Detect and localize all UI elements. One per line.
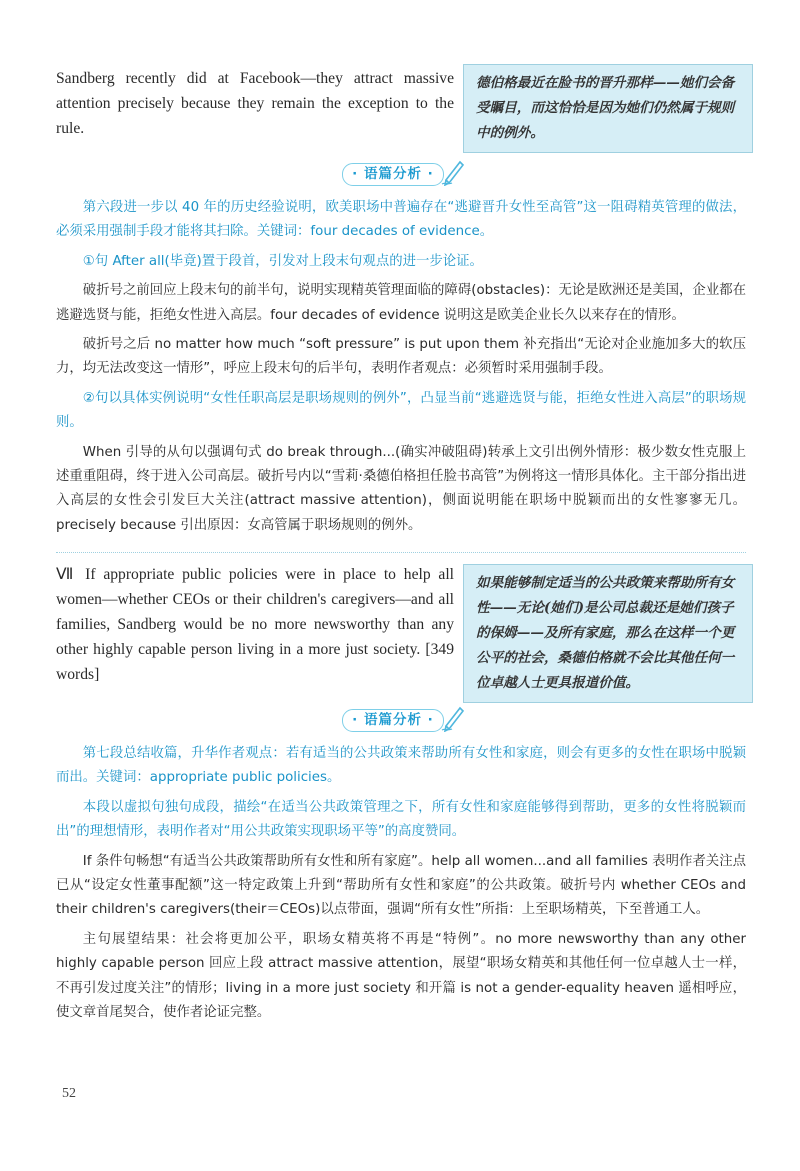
analysis-badge-7 (342, 706, 460, 734)
pen-icon (440, 156, 466, 186)
translation-box-6 (463, 64, 753, 153)
analysis-paragraph: 第六段进一步以 40 年的历史经验说明，欧美职场中普遍存在“逃避晋升女性至高管”这一阻碍精英管理的做法，必须采用强制手段才能将其扫除。关键词：four decades of evidence。 (56, 200, 746, 240)
english-text: Sandberg recently did at Facebook—they attract massive attention precisely because they remain the exception to the rule. (56, 70, 454, 137)
analysis-section-6 (56, 196, 746, 543)
english-text (56, 562, 454, 687)
badge-label: · 语篇分析 · (342, 163, 444, 186)
english-passage-6 (56, 66, 454, 141)
translation-text: 德伯格最近在脸书的晋升那样——她们会备受瞩目，而这恰恰是因为她们仍然属于规则中的例外。 (476, 75, 735, 141)
pen-icon (440, 702, 466, 732)
analysis-paragraph: ②句以具体实例说明“女性任职高层是职场规则的例外”，凸显当前“逃避选贤与能，拒绝女性进入高层”的职场规则。 (56, 390, 746, 431)
analysis-paragraph: If 条件句畅想“有适当公共政策帮助所有女性和所有家庭”。help all women...and all families 表明作者关注点已从“设定女性董事配额”这一特定政策上升到“帮助所有女性和家庭”的公共政策。破折号内 whether CEOs and their children's caregivers(their＝CEOs)以点带面，强调“所有女性”所指：上至职场精英，下至普通工人。 (56, 853, 746, 918)
analysis-paragraph: 主句展望结果：社会将更加公平，职场女精英将不再是“特例”。no more newsworthy than any other highly capable person 回应上段 attract massive attention，展望“职场女精英和其他任何一位卓越人士一样，不再引发过度关注”的情形；living in a more just society 和开篇 is not a gender-equality heaven 遥相呼应，使文章首尾契合，使作者论证完整。 (56, 931, 746, 1021)
english-passage-7 (56, 562, 454, 687)
translation-box-7 (463, 564, 753, 703)
analysis-paragraph: 破折号之前回应上段末句的前半句，说明实现精英管理面临的障碍(obstacles)：无论是欧洲还是美国，企业都在逃避选贤与能，拒绝女性进入高层。four decades of evidence 说明这是欧美企业长久以来存在的情形。 (56, 283, 746, 323)
analysis-paragraph: 第七段总结收篇，升华作者观点：若有适当的公共政策来帮助所有女性和家庭，则会有更多的女性在职场中脱颖而出。关键词：appropriate public policies。 (56, 746, 746, 786)
word-count: [349 words] (56, 641, 454, 683)
analysis-paragraph: ①句 After all(毕竟)置于段首，引发对上段末句观点的进一步论证。 (82, 253, 483, 269)
badge-label: · 语篇分析 · (342, 709, 444, 732)
english-sentence: If appropriate public policies were in place to help all women—whether CEOs or their children's caregivers—and all families, Sandberg would be no more newsworthy than any other highly capable person living in a more just society. (56, 566, 454, 658)
paragraph-numeral: Ⅶ (56, 566, 78, 583)
analysis-paragraph: 破折号之后 no matter how much “soft pressure” is put upon them 补充指出“无论对企业施加多大的软压力，均无法改变这一情形”，呼应上段末句的后半句，表明作者观点：必须暂时采用强制手段。 (56, 337, 746, 377)
analysis-paragraph: 本段以虚拟句独句成段，描绘“在适当公共政策管理之下，所有女性和家庭能够得到帮助，更多的女性将脱颖而出”的理想情形，表明作者对“用公共政策实现职场平等”的高度赞同。 (56, 799, 746, 840)
analysis-badge-6 (342, 160, 460, 188)
page-number: 52 (62, 1086, 76, 1101)
translation-text: 如果能够制定适当的公共政策来帮助所有女性——无论(她们)是公司总裁还是她们孩子的保姆——及所有家庭，那么在这样一个更公平的社会，桑德伯格就不会比其他任何一位卓越人士更具报道价值。 (476, 575, 735, 691)
analysis-paragraph: When 引导的从句以强调句式 do break through...(确实冲破阻碍)转承上文引出例外情形：极少数女性克服上述重重阻碍，终于进入公司高层。破折号内以“雪莉·桑德伯格担任脸书高管”为例将这一情形具体化。主干部分指出进入高层的女性会引发巨大关注(attract massive attention)，侧面说明能在职场中脱颖而出的女性寥寥无几。precisely because 引出原因：女高管属于职场规则的例外。 (56, 444, 746, 533)
section-divider (56, 552, 746, 553)
analysis-section-7 (56, 742, 746, 1030)
